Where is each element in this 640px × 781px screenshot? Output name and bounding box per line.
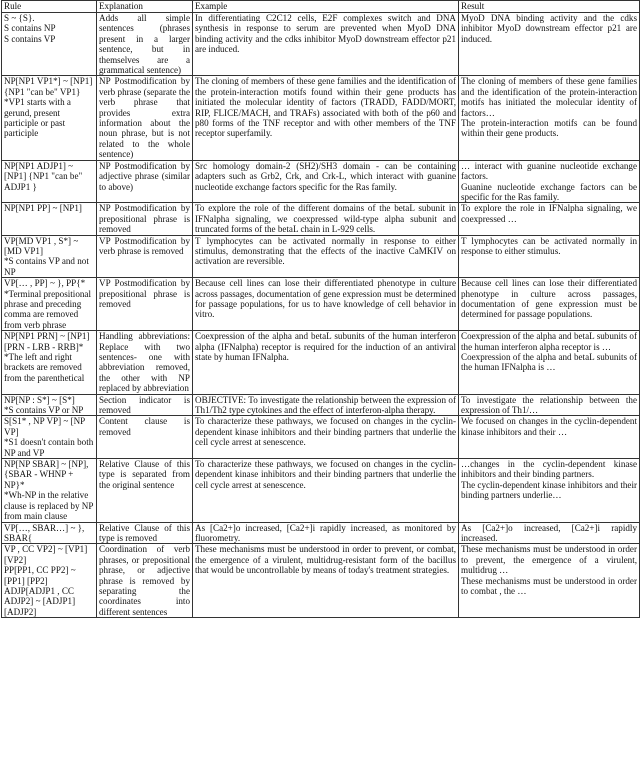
explanation-cell: Adds all simple sentences (phrases present in a larger sentence, but in themselves are a grammatical sentence) [97, 13, 193, 76]
rules-table [1, 0, 640, 618]
rule-cell: NP[NP : S*] ~ [S*] *S contains VP or NP [2, 394, 97, 416]
rule-cell: VP[…, SBAR…] ~ }, SBAR{ [2, 522, 97, 544]
rule-cell: NP[NP1 ADJP1] ~ [NP1] {NP1 "can be" ADJP1 } [2, 160, 97, 203]
explanation-cell: VP Postmodification by prepositional phrase is removed [97, 278, 193, 331]
result-cell: Coexpression of the alpha and betaL subunits of the human interferon alpha receptor is … Coexpression of the alpha and betaL subunits of the human IFNalpha is … [459, 331, 640, 394]
header-example: Example [193, 1, 459, 13]
rule-cell: NP[NP1 PP] ~ [NP1] [2, 203, 97, 235]
header-result: Result [459, 1, 640, 13]
example-cell: Coexpression of the alpha and betaL subunits of the human interferon alpha (IFNalpha) receptor is required for the induction of an antiviral state by human IFNalpha. [193, 331, 459, 394]
result-cell: Because cell lines can lose their differentiated phenotype in culture across passages, documentation of gene expression must be determined for passage populations. [459, 278, 640, 331]
explanation-cell: Content clause is removed [97, 416, 193, 459]
header-rule: Rule [2, 1, 97, 13]
result-cell: T lymphocytes can be activated normally in response to either stimulus. [459, 235, 640, 278]
explanation-cell: Handling abbreviations: Replace with two sentences- one with abbreviation removed, the other with NP replaced by abbreviation [97, 331, 193, 394]
table-row [2, 522, 640, 544]
example-cell: Src homology domain-2 (SH2)/SH3 domain - can be containing adapters such as Grb2, Crk, and Crk-L, which interact with guanine nucleotide exchange factors specific for the Ras family. [193, 160, 459, 203]
example-cell: To explore the role of the different domains of the betaL subunit in IFNalpha signaling, we coexpressed wild-type alpha subunit and truncated forms of the betaL chain in L-929 cells. [193, 203, 459, 235]
result-cell: The cloning of members of these gene families and the identification of the protein-interaction motifs has initiated the molecular identity of factors… The protein-interaction motifs can be found within their gene products. [459, 76, 640, 160]
example-cell: In differentiating C2C12 cells, E2F complexes switch and DNA synthesis in response to serum are prevented when MyoD DNA binding activity and the cdks inhibitor MyoD downstream effector p21 are induced. [193, 13, 459, 76]
rule-cell: NP[NP SBAR] ~ [NP], {SBAR - WHNP + NP}* *Wh-NP in the relative clause is replaced by NP from main clause [2, 459, 97, 522]
table-row [2, 203, 640, 235]
rule-cell: VP , CC VP2] ~ [VP1] [VP2] PP[PP1, CC PP2] ~ [PP1] [PP2] ADJP[ADJP1 , CC ADJP2] ~ [ADJP1] [ADJP2] [2, 544, 97, 618]
header-explanation: Explanation [97, 1, 193, 13]
explanation-cell: Coordination of verb phrases, or prepositional phrase, or adjective phrase is removed by separating the coordinates into different sentences [97, 544, 193, 618]
explanation-cell: Relative Clause of this type is removed [97, 522, 193, 544]
table-row [2, 544, 640, 618]
table-row [2, 235, 640, 278]
example-cell: T lymphocytes can be activated normally in response to either stimulus, demonstrating that the effects of the inactive CaMKIV on activation are reversible. [193, 235, 459, 278]
explanation-cell: NP Postmodification by adjective phrase (similar to above) [97, 160, 193, 203]
table-row [2, 278, 640, 331]
example-cell: To characterize these pathways, we focused on changes in the cyclin-dependent kinase inhibitors and their binding partners that underlie the cell cycle arrest at senescence. [193, 416, 459, 459]
example-cell: These mechanisms must be understood in order to prevent, or combat, the emergence of a virulent, multidrug-resistant form of the bacillus that would be uncontrollable by means of today's treatment strategies. [193, 544, 459, 618]
explanation-cell: Relative Clause of this type is separated from the original sentence [97, 459, 193, 522]
table-row [2, 416, 640, 459]
rule-cell: NP[NP1 PRN] ~ [NP1] [PRN - LRB - RRB]* *The left and right brackets are removed from the parenthetical [2, 331, 97, 394]
table-row [2, 76, 640, 160]
result-cell: … interact with guanine nucleotide exchange factors. Guanine nucleotide exchange factors can be specific for the Ras family. [459, 160, 640, 203]
rule-cell: S ~ {S}. S contains NP S contains VP [2, 13, 97, 76]
result-cell: …changes in the cyclin-dependent kinase inhibitors and their binding partners. The cyclin-dependent kinase inhibitors and their binding partners underlie… [459, 459, 640, 522]
explanation-cell: Section indicator is removed [97, 394, 193, 416]
rule-cell: S[S1* , NP VP] ~ [NP VP] *S1 doesn't contain both NP and VP [2, 416, 97, 459]
example-cell: Because cell lines can lose their differentiated phenotype in culture across passages, documentation of gene expression must be determined for passage populations, for us to have knowledge of cell behavior in vitro. [193, 278, 459, 331]
example-cell: As [Ca2+]o increased, [Ca2+]i rapidly increased, as monitored by fluorometry. [193, 522, 459, 544]
table-row [2, 394, 640, 416]
explanation-cell: VP Postmodification by verb phrase is removed [97, 235, 193, 278]
example-cell: The cloning of members of these gene families and the identification of the protein-interaction motifs found within their gene products has initiated the molecular identity of factors (TRADD, FADD/MORT, RIP, FLICE/MACH, and TRAFs) associated with both of the p60 and p80 forms of the TNF receptor and with other members of the TNF receptor superfamily. [193, 76, 459, 160]
result-cell: MyoD DNA binding activity and the cdks inhibitor MyoD downstream effector p21 are induced. [459, 13, 640, 76]
table-row [2, 160, 640, 203]
table-header-row [2, 1, 640, 13]
rule-cell: NP[NP1 VP1*] ~ [NP1] {NP1 "can be" VP1} *VP1 starts with a gerund, present participle or past participle [2, 76, 97, 160]
result-cell: These mechanisms must be understood in order to prevent, the emergence of a virulent, multidrug … These mechanisms must be understood in order to combat , the … [459, 544, 640, 618]
rule-cell: VP[… , PP] ~ }, PP{* *Terminal prepositional phrase and preceding comma are removed from verb phrase [2, 278, 97, 331]
table-row [2, 13, 640, 76]
example-cell: OBJECTIVE: To investigate the relationship between the expression of Th1/Th2 type cytokines and the effect of interferon-alpha therapy. [193, 394, 459, 416]
example-cell: To characterize these pathways, we focused on changes in the cyclin-dependent kinase inhibitors and their binding partners that underlie the cell cycle arrest at senescence. [193, 459, 459, 522]
result-cell: We focused on changes in the cyclin-dependent kinase inhibitors and their … [459, 416, 640, 459]
explanation-cell: NP Postmodification by verb phrase (separate the verb phrase that provides extra information about the noun phrase, but is not related to the whole sentence) [97, 76, 193, 160]
explanation-cell: NP Postmodification by prepositional phrase is removed [97, 203, 193, 235]
table-row [2, 459, 640, 522]
result-cell: As [Ca2+]o increased, [Ca2+]i rapidly increased. [459, 522, 640, 544]
rule-cell: VP[MD VP1 , S*] ~ [MD VP1] *S contains VP and not NP [2, 235, 97, 278]
result-cell: To investigate the relationship between the expression of Th1/… [459, 394, 640, 416]
table-row [2, 331, 640, 394]
result-cell: To explore the role in IFNalpha signaling, we coexpressed … [459, 203, 640, 235]
